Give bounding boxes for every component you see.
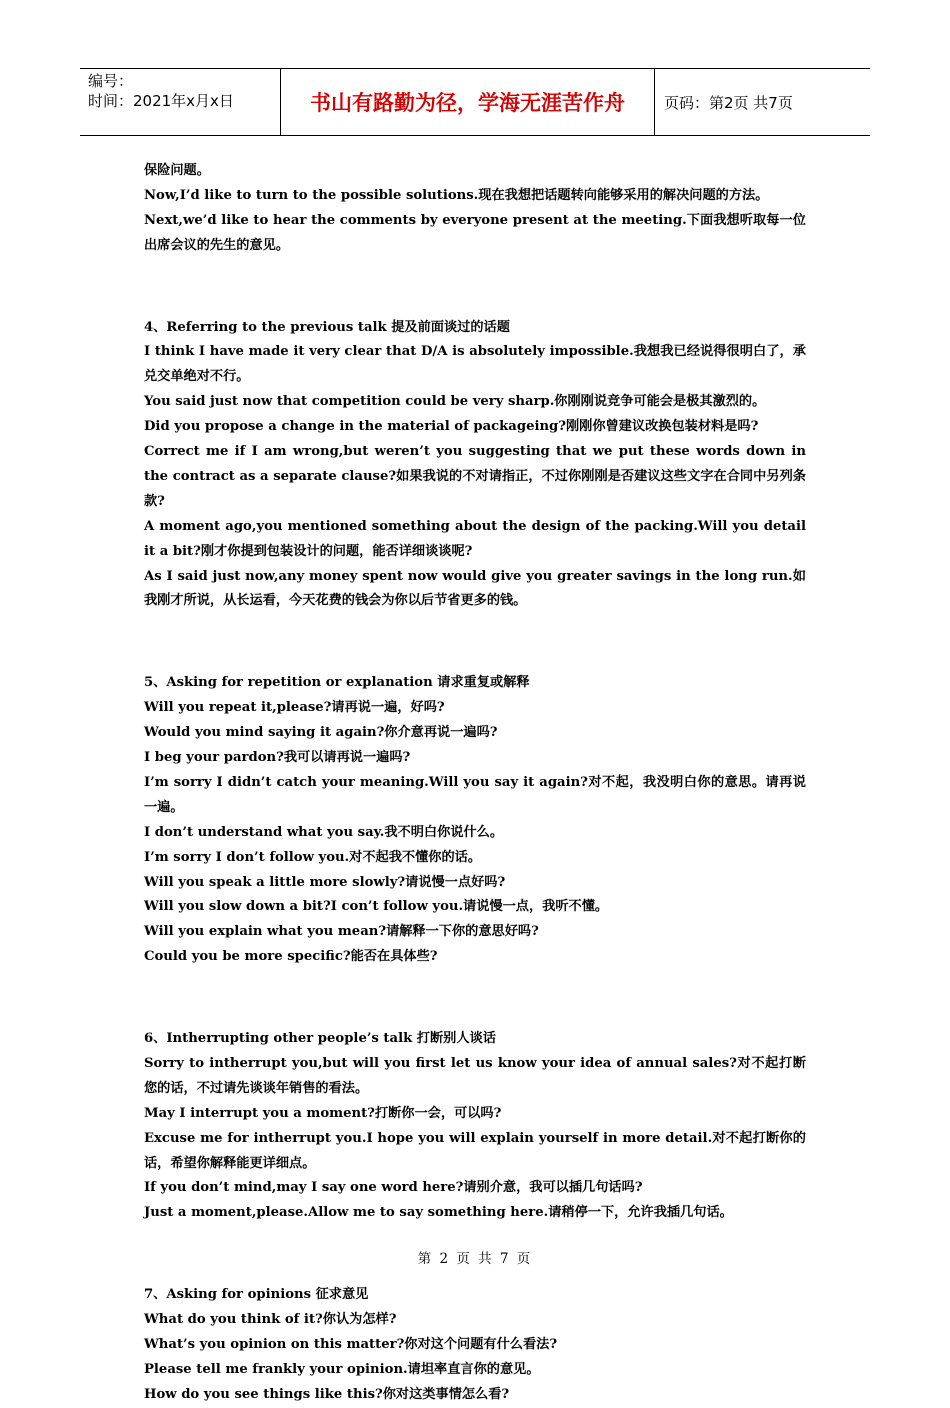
phrase-line: Did you propose a change in the material of packageing?刚刚你曾建议改换包装材料是吗? — [144, 419, 759, 435]
section-heading: 5、Asking for repetition or explanation 请求重复或解释 — [144, 675, 530, 691]
phrase-line: A moment ago,you mentioned something about the design of the packing.Will you detail it a bit?刚才你提到包装设计的问题，能否详细谈谈呢? — [144, 518, 806, 559]
phrase-line: I beg your pardon?我可以请再说一遍吗? — [144, 750, 411, 765]
phrase-line: Just a moment,please.Allow me to say something here.请稍停一下，允许我插几句话。 — [144, 1205, 733, 1221]
paragraph-gap — [144, 275, 806, 300]
phrase-line: Will you slow down a bit?I con’t follow you.请说慢一点，我听不懂。 — [144, 899, 609, 915]
phrase-line: You said just now that competition could be very sharp.你刚刚说竞争可能会是极其激烈的。 — [144, 394, 766, 410]
number-label: 编号： — [88, 72, 134, 90]
phrase-line: I’m sorry I don’t follow you.对不起我不懂你的话。 — [144, 849, 482, 865]
phrase-line: How do you see things like this?你对这类事情怎么看? — [144, 1386, 510, 1402]
phrase-line: What’s you opinion on this matter?你对这个问题有什么看法? — [144, 1337, 558, 1352]
phrase-line: Will you explain what you mean?请解释一下你的意思好吗? — [144, 924, 539, 940]
phrase-line: Will you repeat it,please?请再说一遍，好吗? — [144, 700, 445, 716]
phrase-line: May I interrupt you a moment?打断你一会，可以吗? — [144, 1105, 502, 1121]
section-heading: 7、Asking for opinions 征求意见 — [144, 1287, 369, 1303]
phrase-line: Next,we’d like to hear the comments by everyone present at the meeting.下面我想听取每一位出席会议的先生的意见。 — [144, 212, 806, 253]
phrase-line: 保险问题。 — [144, 163, 210, 178]
page-header — [80, 68, 870, 136]
header-meta — [80, 69, 281, 135]
phrase-line: Please tell me frankly your opinion.请坦率直言你的意见。 — [144, 1361, 540, 1377]
header-motto: 书山有路勤为径，学海无涯苦作舟 — [281, 69, 655, 135]
phrase-line: Will you speak a little more slowly?请说慢一点好吗? — [144, 874, 506, 890]
page-footer: 第 2 页 共 7 页 — [417, 1251, 533, 1267]
phrase-line: Excuse me for intherrupt you.I hope you will explain yourself in more detail.对不起打断你的话，希望你解释能更详细点。 — [144, 1130, 806, 1171]
section-heading: 4、Referring to the previous talk 提及前面谈过的话题 — [144, 319, 510, 335]
document-body — [144, 159, 806, 1408]
phrase-line: Could you be more specific?能否在具体些? — [144, 949, 438, 965]
time-label: 时间：2021年x月x日 — [88, 92, 234, 110]
phrase-line: Would you mind saying it again?你介意再说一遍吗? — [144, 725, 498, 741]
phrase-line: Now,I’d like to turn to the possible solutions.现在我想把话题转向能够采用的解决问题的方法。 — [144, 187, 769, 203]
phrase-line: Sorry to intherrupt you,but will you first let us know your idea of annual sales?对不起打断您的话，不过请先谈谈年销售的看法。 — [144, 1055, 806, 1096]
phrase-line: As I said just now,any money spent now would give you greater savings in the long run.如我刚才所说，从长运看，今天花费的钱会为你以后节省更多的钱。 — [144, 568, 806, 609]
paragraph-gap — [144, 986, 806, 1011]
phrase-line: I think I have made it very clear that D/A is absolutely impossible.我想我已经说得很明白了，承兑交单绝对不行。 — [144, 344, 806, 385]
phrase-line: I’m sorry I didn’t catch your meaning.Will you say it again?对不起，我没明白你的意思。请再说一遍。 — [144, 774, 806, 815]
phrase-line: If you don’t mind,may I say one word here?请别介意，我可以插几句话吗? — [144, 1180, 643, 1196]
phrase-line: I don’t understand what you say.我不明白你说什么。 — [144, 824, 504, 840]
section-heading: 6、Intherrupting other people’s talk 打断别人谈话 — [144, 1031, 496, 1047]
header-page-info: 页码：第2页 共7页 — [664, 93, 793, 112]
paragraph-gap — [144, 630, 806, 655]
phrase-line: What do you think of it?你认为怎样? — [144, 1312, 397, 1328]
phrase-line: Correct me if I am wrong,but weren’t you suggesting that we put these words down in the contract as a separate clause?如果我说的不对请指正，不过你刚刚是否建议这些文字在合同中另列条款? — [144, 444, 806, 509]
